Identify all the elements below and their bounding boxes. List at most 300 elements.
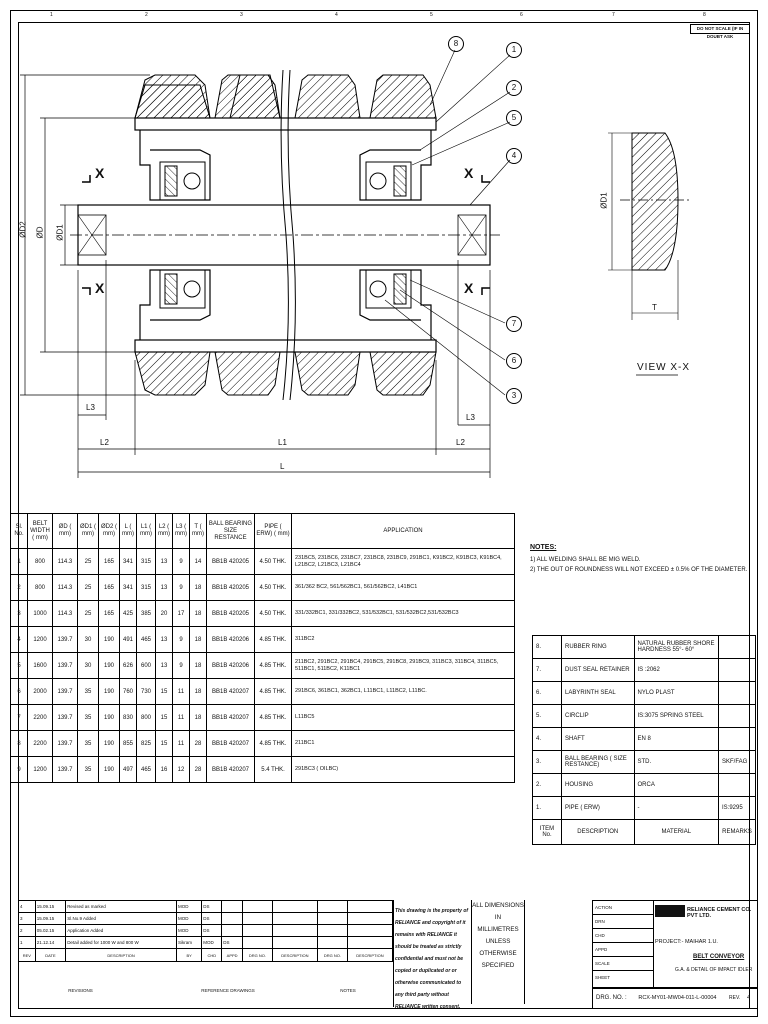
- param-cell: 1: [11, 549, 28, 575]
- param-cell: 4.50 THK.: [255, 601, 292, 627]
- bom-col-description: DESCRIPTION: [562, 820, 635, 845]
- revision-cell: [272, 925, 317, 937]
- param-cell: 190: [99, 731, 120, 757]
- param-row: [11, 731, 515, 757]
- revision-cell: [222, 913, 243, 925]
- param-cell: 30: [78, 653, 99, 679]
- drawing-title: BELT CONVEYOR: [693, 954, 745, 960]
- bom-cell: HOUSING: [562, 774, 635, 797]
- param-cell: 465: [137, 627, 156, 653]
- dim-d2-label: ØD2: [18, 221, 28, 238]
- revisions-caption: REVISIONS: [68, 988, 93, 993]
- proprietary-notice: This drawing is the property of RELIANCE and copyright of it remains with RELIANCE it should be treated as strictly confidential and must not be copied or duplicated or or otherwise communicated to any third party without RELIANCE written consent.: [395, 908, 469, 1010]
- param-cell: 28: [190, 731, 207, 757]
- bom-cell: ORCA: [634, 774, 719, 797]
- balloon-3: 3: [506, 388, 522, 404]
- param-cell: BB1B 420207: [207, 731, 255, 757]
- param-cell: 25: [78, 601, 99, 627]
- param-cell: 165: [99, 601, 120, 627]
- revision-cell: [242, 913, 272, 925]
- bom-cell: [719, 659, 756, 682]
- bom-row: [533, 659, 756, 682]
- param-cell: 18: [190, 679, 207, 705]
- pipe-bottom-wall: [135, 340, 436, 352]
- bom-cell: 2.: [533, 774, 562, 797]
- revision-header: [19, 949, 393, 962]
- revision-cell: [272, 901, 317, 913]
- param-cell: 12: [173, 757, 190, 783]
- revision-header-cell: REV: [19, 949, 36, 962]
- param-cell: 18: [190, 653, 207, 679]
- zone-1: 1: [50, 12, 53, 18]
- bom-cell: IS :2062: [634, 659, 719, 682]
- bom-col-remarks: REMARKS: [719, 820, 756, 845]
- note-1: 1) ALL WELDING SHALL BE MIG WELD.: [530, 557, 641, 563]
- notes-caption: NOTES: [340, 988, 356, 993]
- bom-cell: IS:3075 SPRING STEEL: [634, 705, 719, 728]
- note-2: 2) THE OUT OF ROUNDNESS WILL NOT EXCEED ± 0.5% OF THE DIAMETER.: [530, 567, 748, 573]
- pipe-top-wall: [135, 118, 436, 130]
- revision-cell: 15.09.15: [35, 913, 66, 925]
- param-cell: 15: [156, 731, 173, 757]
- bom-cell: DUST SEAL RETAINER: [562, 659, 635, 682]
- dimensions-note: [471, 900, 525, 1004]
- drg-no-value: RCX-MY01-MW04-011-L-00004: [638, 995, 717, 1001]
- revision-cell: [317, 901, 347, 913]
- reference-drawings-caption: REFERENCE DRAWINGS: [201, 988, 255, 993]
- bom-row: [533, 682, 756, 705]
- param-cell: 385: [137, 601, 156, 627]
- param-cell: 1000: [28, 601, 53, 627]
- revision-cell: DS: [202, 901, 222, 913]
- drg-no-label: DRG. NO. :: [596, 995, 627, 1001]
- revision-cell: DS: [202, 913, 222, 925]
- param-cell: 3: [11, 601, 28, 627]
- balloon-1: 1: [506, 42, 522, 58]
- param-cell: 18: [190, 627, 207, 653]
- zone-7: 7: [612, 12, 615, 18]
- row-sheet: SHEET: [595, 975, 611, 980]
- param-cell: 5: [11, 653, 28, 679]
- param-cell: 497: [120, 757, 137, 783]
- revision-cell: Application Added: [66, 925, 177, 937]
- param-cell: 5.4 THK.: [255, 757, 292, 783]
- view-d1-label: ØD1: [599, 192, 609, 209]
- zone-4: 4: [335, 12, 338, 18]
- param-cell: 425: [120, 601, 137, 627]
- bill-of-materials: [532, 635, 756, 845]
- bom-row: [533, 751, 756, 774]
- notes-block: [530, 544, 750, 577]
- param-cell: 139.7: [53, 679, 78, 705]
- bom-row: [533, 797, 756, 820]
- param-cell: 9: [173, 549, 190, 575]
- col-l2: L2 ( mm): [156, 514, 173, 549]
- revision-cell: DS: [202, 925, 222, 937]
- param-cell: 4.85 THK.: [255, 705, 292, 731]
- section-mark-x: X: [95, 165, 105, 181]
- param-cell: 190: [99, 627, 120, 653]
- dims-line: SPECIFIED: [481, 962, 515, 969]
- bom-cell: LABYRINTH SEAL: [562, 682, 635, 705]
- param-cell: 11: [173, 731, 190, 757]
- section-mark-x: X: [464, 280, 474, 296]
- balloon-5: 5: [506, 110, 522, 126]
- param-cell: BB1B 420205: [207, 575, 255, 601]
- param-cell: BB1B 420206: [207, 653, 255, 679]
- dim-l-label: L: [280, 462, 285, 471]
- param-cell: 800: [28, 549, 53, 575]
- revision-cell: [272, 937, 317, 949]
- param-row: [11, 627, 515, 653]
- rev-label: REV.: [729, 995, 741, 1001]
- project-name: PROJECT:- MAIHAR 1.U.: [655, 939, 718, 945]
- param-cell: 11: [173, 679, 190, 705]
- param-cell: 190: [99, 757, 120, 783]
- param-row: [11, 757, 515, 783]
- bom-cell: EN 8: [634, 728, 719, 751]
- param-cell: 730: [137, 679, 156, 705]
- col-d1: ØD1 ( mm): [78, 514, 99, 549]
- dims-line: UNLESS: [485, 938, 511, 945]
- param-cell: 14: [190, 549, 207, 575]
- col-application: APPLICATION: [292, 514, 515, 549]
- col-sl: Sl. No.: [11, 514, 28, 549]
- param-cell: 6: [11, 679, 28, 705]
- param-cell: 760: [120, 679, 137, 705]
- param-cell: 17: [173, 601, 190, 627]
- revision-cell: [222, 901, 243, 913]
- param-row: [11, 549, 515, 575]
- param-cell: 114.3: [53, 549, 78, 575]
- param-cell: 190: [99, 705, 120, 731]
- idler-assembly-drawing: [0, 0, 768, 510]
- col-l1: L1 ( mm): [137, 514, 156, 549]
- bom-cell: NYLO PLAST: [634, 682, 719, 705]
- dim-l2-right-label: L2: [456, 438, 465, 447]
- dim-l3-left-label: L3: [86, 403, 95, 412]
- bom-row: [533, 636, 756, 659]
- param-row: [11, 679, 515, 705]
- param-cell: 35: [78, 731, 99, 757]
- revision-cell: [242, 925, 272, 937]
- bom-cell: 5.: [533, 705, 562, 728]
- param-cell: 13: [156, 575, 173, 601]
- param-cell: BB1B 420207: [207, 705, 255, 731]
- param-cell: 165: [99, 549, 120, 575]
- company-name: RELIANCE CEMENT CO. PVT LTD.: [687, 907, 752, 919]
- param-cell: 626: [120, 653, 137, 679]
- param-cell: 139.7: [53, 627, 78, 653]
- dim-d-label: ØD: [35, 226, 45, 239]
- section-mark-x: X: [464, 165, 474, 181]
- revision-header-cell: BY: [176, 949, 201, 962]
- balloon-8: 8: [448, 36, 464, 52]
- revision-cell: DS: [222, 937, 243, 949]
- param-cell: 211BC1: [292, 731, 515, 757]
- revision-cell: [222, 925, 243, 937]
- revision-header-cell: DRG NO.: [317, 949, 347, 962]
- revision-cell: 3: [19, 913, 36, 925]
- param-cell: 11: [173, 705, 190, 731]
- param-cell: 165: [99, 575, 120, 601]
- section-mark-x: X: [95, 280, 105, 296]
- param-cell: 2000: [28, 679, 53, 705]
- param-cell: 9: [173, 627, 190, 653]
- no-scale-note: DO NOT SCALE (IF IN DOUBT ASK: [690, 24, 750, 34]
- param-cell: 2200: [28, 731, 53, 757]
- revision-row: [19, 925, 393, 937]
- col-t: T ( mm): [190, 514, 207, 549]
- col-bearing: BALL BEARING SIZE RESTANCE: [207, 514, 255, 549]
- title-block: [592, 900, 758, 989]
- revision-cell: Sikram: [176, 937, 201, 949]
- param-cell: 1600: [28, 653, 53, 679]
- revision-cell: 21.12.14: [35, 937, 66, 949]
- drawing-subtitle: G.A. & DETAIL OF IMPACT IDLER: [675, 967, 753, 973]
- param-cell: L11BC5: [292, 705, 515, 731]
- param-cell: 800: [137, 705, 156, 731]
- param-cell: 361/362 BC2, 561/562BC1, 561/562BC2, L41BC1: [292, 575, 515, 601]
- bom-cell: NATURAL RUBBER SHORE HARDNESS 55°- 60°: [634, 636, 719, 659]
- param-cell: 315: [137, 575, 156, 601]
- param-cell: 35: [78, 679, 99, 705]
- bom-cell: 3.: [533, 751, 562, 774]
- bom-cell: 6.: [533, 682, 562, 705]
- bom-cell: RUBBER RING: [562, 636, 635, 659]
- param-cell: 114.3: [53, 601, 78, 627]
- param-cell: 28: [190, 757, 207, 783]
- dim-l2-left-label: L2: [100, 438, 109, 447]
- bom-row: [533, 705, 756, 728]
- revision-cell: 1: [19, 937, 36, 949]
- param-cell: 4.85 THK.: [255, 679, 292, 705]
- revision-cell: [272, 913, 317, 925]
- bom-cell: PIPE ( ERW): [562, 797, 635, 820]
- param-cell: 18: [190, 705, 207, 731]
- param-cell: 231BC5, 231BC6, 231BC7, 231BC8, 231BC9, 291BC1, K91BC2, K91BC3, K91BC4, L21BC2, L21BC3, L21BC4: [292, 549, 515, 575]
- balloon-4: 4: [506, 148, 522, 164]
- drawing-number-bar: [592, 987, 758, 1009]
- param-cell: BB1B 420207: [207, 757, 255, 783]
- bom-cell: SKF/FAG: [719, 751, 756, 774]
- param-cell: 9: [173, 575, 190, 601]
- bom-cell: SHAFT: [562, 728, 635, 751]
- param-cell: 465: [137, 757, 156, 783]
- bom-cell: -: [634, 797, 719, 820]
- param-cell: BB1B 420206: [207, 627, 255, 653]
- param-cell: 1200: [28, 627, 53, 653]
- param-row: [11, 653, 515, 679]
- revision-cell: MOD: [176, 913, 201, 925]
- rev-value: 4: [747, 995, 751, 1001]
- revision-header-cell: DATE: [35, 949, 66, 962]
- bom-cell: 7.: [533, 659, 562, 682]
- revision-cell: MOD: [176, 901, 201, 913]
- param-cell: 4: [11, 627, 28, 653]
- param-cell: 139.7: [53, 705, 78, 731]
- bom-cell: 1.: [533, 797, 562, 820]
- param-cell: 830: [120, 705, 137, 731]
- param-cell: 8: [11, 731, 28, 757]
- param-cell: 9: [11, 757, 28, 783]
- revision-cell: [347, 937, 392, 949]
- param-cell: 291BC6, 361BC1, 362BC1, L11BC1, L11BC2, L11BC.: [292, 679, 515, 705]
- bom-cell: [719, 728, 756, 751]
- param-cell: 855: [120, 731, 137, 757]
- revision-cell: [347, 901, 392, 913]
- zone-3: 3: [240, 12, 243, 18]
- bom-cell: STD.: [634, 751, 719, 774]
- bom-cell: BALL BEARING ( SIZE RESTANCE): [562, 751, 635, 774]
- company-logo: [655, 905, 685, 917]
- dim-l3-right-label: L3: [466, 413, 475, 422]
- param-cell: 18: [190, 601, 207, 627]
- revision-cell: 2: [19, 925, 36, 937]
- param-cell: 30: [78, 627, 99, 653]
- revision-cell: Revised as marked: [66, 901, 177, 913]
- param-cell: 35: [78, 705, 99, 731]
- view-t-label: T: [652, 303, 657, 312]
- col-belt-width: BELT WIDTH ( mm): [28, 514, 53, 549]
- param-cell: 800: [28, 575, 53, 601]
- revision-cell: 4: [19, 901, 36, 913]
- revision-cell: [317, 913, 347, 925]
- param-row: [11, 601, 515, 627]
- param-cell: 25: [78, 575, 99, 601]
- row-appd: APPD: [593, 943, 653, 957]
- param-cell: 4.50 THK.: [255, 549, 292, 575]
- revision-cell: Detail added for 1000 W and 800 W: [66, 937, 177, 949]
- dims-line: IN: [494, 914, 502, 921]
- revision-header-cell: DESCRIPTION: [347, 949, 392, 962]
- param-cell: 341: [120, 575, 137, 601]
- bom-cell: [719, 774, 756, 797]
- param-cell: 15: [156, 705, 173, 731]
- col-l3: L3 ( mm): [173, 514, 190, 549]
- row-drn: DRN: [593, 915, 653, 929]
- bom-row: [533, 774, 756, 797]
- bom-row: [533, 728, 756, 751]
- revision-cell: [347, 925, 392, 937]
- param-cell: BB1B 420205: [207, 601, 255, 627]
- bom-col-material: MATERIAL: [634, 820, 719, 845]
- idler-parameter-table: [10, 513, 515, 783]
- revision-row: [19, 901, 393, 913]
- revision-cell: MOD: [202, 937, 222, 949]
- bom-cell: CIRCLIP: [562, 705, 635, 728]
- param-cell: 35: [78, 757, 99, 783]
- revision-header-cell: DESCRIPTION: [66, 949, 177, 962]
- revision-header-cell: DESCRIPTION: [272, 949, 317, 962]
- zone-2: 2: [145, 12, 148, 18]
- dim-l1-label: L1: [278, 438, 287, 447]
- zone-6: 6: [520, 12, 523, 18]
- param-cell: 13: [156, 627, 173, 653]
- param-cell: BB1B 420207: [207, 679, 255, 705]
- dim-d1-label: ØD1: [55, 224, 65, 241]
- param-cell: 4.85 THK.: [255, 627, 292, 653]
- param-cell: 25: [78, 549, 99, 575]
- param-cell: 4.85 THK.: [255, 653, 292, 679]
- param-row: [11, 575, 515, 601]
- param-cell: 315: [137, 549, 156, 575]
- param-cell: 190: [99, 679, 120, 705]
- col-pipe: PIPE ( ERW) ( mm): [255, 514, 292, 549]
- param-cell: 491: [120, 627, 137, 653]
- param-cell: 1200: [28, 757, 53, 783]
- col-d2: ØD2 ( mm): [99, 514, 120, 549]
- param-cell: 211BC2, 291BC2, 291BC4, 291BC5, 291BC8, 291BC9, 311BC3, 311BC4, 311BC5, 511BC1, 511BC2, K11BC1: [292, 653, 515, 679]
- revision-cell: Sl.No.9 Added: [66, 913, 177, 925]
- revision-cell: MOD: [176, 925, 201, 937]
- param-cell: 13: [156, 549, 173, 575]
- revision-header-cell: CHD: [202, 949, 222, 962]
- revision-header-cell: DRG NO.: [242, 949, 272, 962]
- bom-cell: 4.: [533, 728, 562, 751]
- bom-cell: [719, 705, 756, 728]
- notes-title: NOTES:: [530, 544, 557, 551]
- balloon-2: 2: [506, 80, 522, 96]
- param-cell: 139.7: [53, 757, 78, 783]
- param-cell: 2: [11, 575, 28, 601]
- view-x-x-section: [608, 133, 690, 320]
- param-cell: 9: [173, 653, 190, 679]
- revision-cell: [242, 937, 272, 949]
- dims-line: OTHERWISE: [479, 950, 517, 957]
- param-cell: 4.85 THK.: [255, 731, 292, 757]
- bom-cell: [719, 682, 756, 705]
- revision-header-cell: APPD: [222, 949, 243, 962]
- param-cell: 311BC2: [292, 627, 515, 653]
- col-l: L ( mm): [120, 514, 137, 549]
- param-cell: 16: [156, 757, 173, 783]
- param-cell: 20: [156, 601, 173, 627]
- zone-8: 8: [703, 12, 706, 18]
- balloon-7: 7: [506, 316, 522, 332]
- param-cell: 825: [137, 731, 156, 757]
- param-cell: 139.7: [53, 731, 78, 757]
- param-cell: 600: [137, 653, 156, 679]
- param-cell: 341: [120, 549, 137, 575]
- bom-col-item: ITEM No.: [533, 820, 562, 845]
- revision-cell: 05.02.15: [35, 925, 66, 937]
- bom-cell: 8.: [533, 636, 562, 659]
- param-cell: 4.50 THK.: [255, 575, 292, 601]
- zone-5: 5: [430, 12, 433, 18]
- revision-cell: [317, 925, 347, 937]
- revision-cell: 15.09.15: [35, 901, 66, 913]
- bom-cell: IS:9295: [719, 797, 756, 820]
- param-cell: 2200: [28, 705, 53, 731]
- revision-cell: [317, 937, 347, 949]
- view-title: VIEW X-X: [637, 362, 691, 373]
- param-cell: 291BC3 ( OILBC): [292, 757, 515, 783]
- rubber-rings-top: [135, 75, 436, 118]
- param-cell: 139.7: [53, 653, 78, 679]
- param-cell: 190: [99, 653, 120, 679]
- row-chd: CHD: [593, 929, 653, 943]
- balloon-6: 6: [506, 353, 522, 369]
- row-action: ACTION: [593, 901, 653, 915]
- row-scale: SCALE: [593, 957, 653, 971]
- revision-cell: [242, 901, 272, 913]
- revision-block: [18, 900, 394, 1007]
- param-cell: 7: [11, 705, 28, 731]
- param-cell: 13: [156, 653, 173, 679]
- revision-cell: [347, 913, 392, 925]
- bom-cell: [719, 636, 756, 659]
